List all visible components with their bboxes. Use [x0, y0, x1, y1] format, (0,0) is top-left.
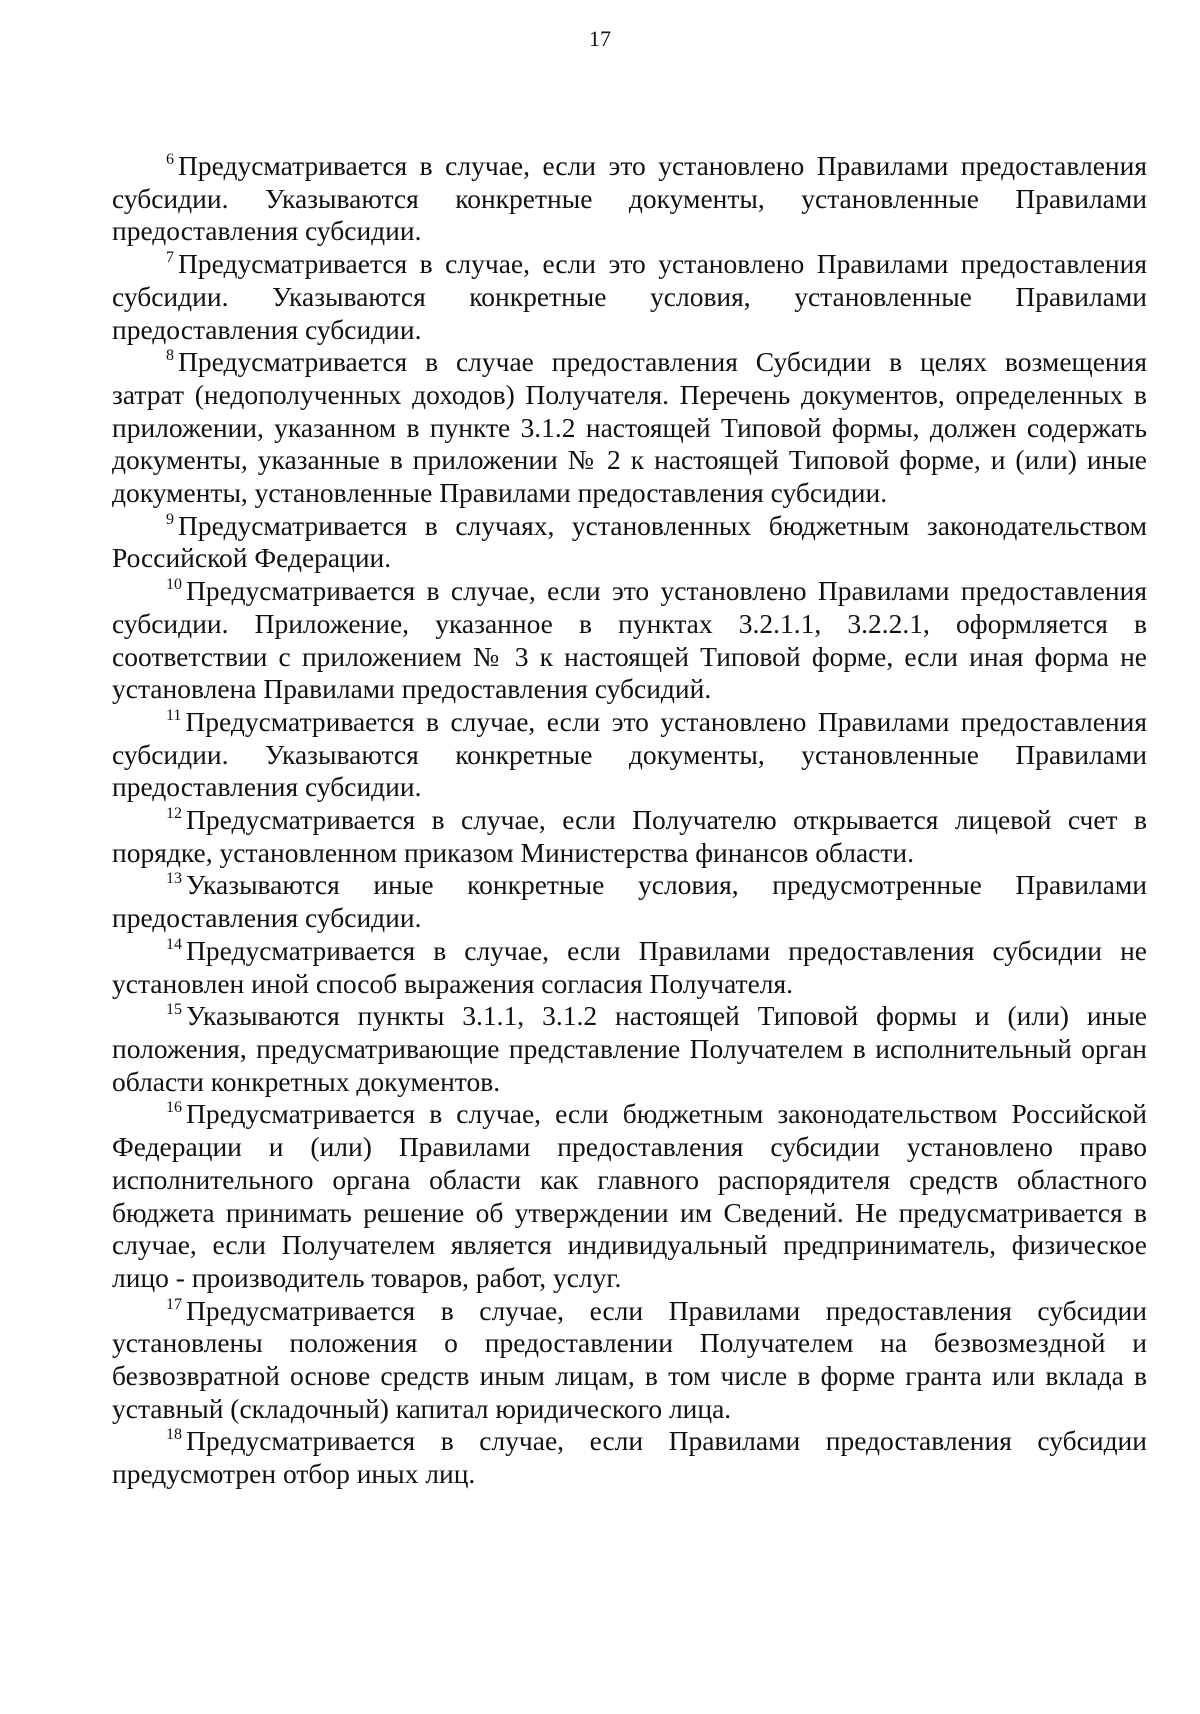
- footnote-marker: 16: [166, 1099, 182, 1117]
- footnote-marker: 14: [166, 935, 182, 953]
- footnote-9: [112, 510, 1147, 575]
- footnote-12: [112, 804, 1147, 869]
- footnote-11: [112, 706, 1147, 804]
- footnote-text: Предусматривается в случае, если Правилами предоставления субсидии предусмотрен отбор иных лиц.: [112, 1425, 1147, 1490]
- footnote-marker: 9: [166, 510, 174, 528]
- footnote-text: Предусматривается в случае, если бюджетным законодательством Российской Федерации и (или) Правилами предоставления субсидии установлено право исполнительного органа области как главного распорядителя средств областного бюджета принимать решение об утверждении им Сведений. Не предусматривается в случае, если Получателем является индивидуальный предприниматель, физическое лицо - производитель товаров, работ, услуг.: [112, 1098, 1147, 1293]
- footnote-text: Предусматривается в случае, если Получателю открывается лицевой счет в порядке, установленном приказом Министерства финансов области.: [112, 804, 1147, 868]
- footnote-text: Предусматривается в случае, если это установлено Правилами предоставления субсидии. Указываются конкретные документы, установленные Правилами предоставления субсидии.: [112, 705, 1147, 803]
- footnote-marker: 12: [166, 805, 182, 823]
- footnote-text: Предусматривается в случае, если Правилами предоставления субсидии не установлен иной способ выражения согласия Получателя.: [112, 934, 1147, 999]
- footnote-6: [112, 150, 1147, 248]
- footnote-text: Предусматривается в случае, если это установлено Правилами предоставления субсидии. Указываются конкретные документы, установленные Правилами предоставления субсидии.: [112, 150, 1147, 247]
- footnote-marker: 10: [166, 576, 182, 594]
- footnote-marker: 18: [166, 1426, 182, 1444]
- footnote-text: Предусматривается в случае, если это установлено Правилами предоставления субсидии. Указываются конкретные условия, установленные Правилами предоставления субсидии.: [112, 248, 1147, 345]
- footnote-text: Предусматривается в случае предоставления Субсидии в целях возмещения затрат (недополученных доходов) Получателя. Перечень документов, определенных в приложении, указанном в пункте 3.1.2 настоящей Типовой формы, должен содержать документы, указанные в приложении № 2 к настоящей Типовой форме, и (или) иные документы, установленные Правилами предоставления субсидии.: [112, 346, 1147, 509]
- footnote-text: Указываются иные конкретные условия, предусмотренные Правилами предоставления субсидии.: [112, 869, 1147, 934]
- footnote-marker: 7: [166, 249, 174, 267]
- footnote-10: [112, 575, 1147, 706]
- footnote-marker: 13: [166, 870, 182, 888]
- footnote-marker: 6: [166, 151, 174, 168]
- footnotes-list: [112, 150, 1147, 1491]
- footnote-text: Предусматривается в случае, если это установлено Правилами предоставления субсидии. Приложение, указанное в пунктах 3.2.1.1, 3.2.2.1, оформляется в соответствии с приложением № 3 к настоящей Типовой форме, если иная форма не установлена Правилами предоставления субсидий.: [112, 575, 1147, 705]
- footnote-marker: 11: [166, 706, 182, 724]
- page-number: 17: [589, 26, 611, 51]
- footnote-16: [112, 1098, 1147, 1294]
- footnote-marker: 17: [166, 1295, 182, 1313]
- footnote-text: Предусматривается в случае, если Правилами предоставления субсидии установлены положения о предоставлении Получателем на безвозмездной и безвозвратной основе средств иным лицам, в том числе в форме гранта или вклада в уставный (складочный) капитал юридического лица.: [112, 1294, 1147, 1424]
- footnote-text: Указываются пункты 3.1.1, 3.1.2 настоящей Типовой формы и (или) иные положения, предусматривающие представление Получателем в исполнительный орган области конкретных документов.: [112, 1000, 1147, 1097]
- footnote-7: [112, 248, 1147, 346]
- footnote-14: [112, 935, 1147, 1000]
- footnote-8: [112, 346, 1147, 510]
- footnote-marker: 8: [166, 347, 174, 365]
- footnote-17: [112, 1295, 1147, 1426]
- footnote-18: [112, 1425, 1147, 1490]
- footnote-13: [112, 869, 1147, 934]
- footnote-marker: 15: [166, 1001, 182, 1019]
- footnote-15: [112, 1000, 1147, 1098]
- footnote-text: Предусматривается в случаях, установленных бюджетным законодательством Российской Федерации.: [112, 509, 1147, 574]
